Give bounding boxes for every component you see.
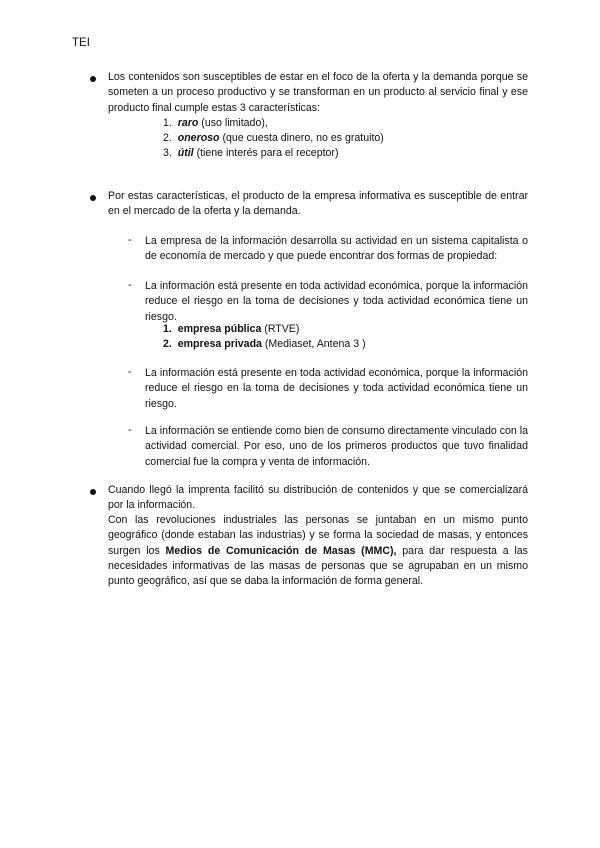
dash-paragraph: La información está presente en toda actividad económica, porque la información reduce el riesgo en la toma de decisiones y toda actividad económica tiene un riesgo.: [145, 367, 528, 410]
paragraph-text: para dar respuesta a las necesidades informativas de las masas de personas que se agrupaban en un mismo punto geográfico, así que se daba la información de forma general.: [108, 544, 528, 588]
list-item: [163, 131, 384, 146]
bullet-icon: [90, 195, 96, 201]
dash-icon: -: [128, 234, 132, 246]
item-number: 1.: [163, 117, 172, 129]
item-term: oneroso: [177, 132, 220, 144]
item-desc: (RTVE): [261, 323, 300, 335]
list-item: [163, 337, 366, 352]
dash-icon: -: [128, 366, 132, 378]
item-term: útil: [177, 147, 194, 159]
item-term: empresa pública: [177, 323, 262, 335]
dash-paragraph: La información se entiende como bien de consumo directamente vinculado con la actividad comercial. Por eso, uno de los primeros productos que tuvo finalidad comercial fue la compra y venta de información.: [145, 425, 528, 468]
dash-icon: -: [128, 424, 132, 436]
dash-paragraph: La información está presente en toda actividad económica, porque la información reduce el riesgo en la toma de decisiones y toda actividad económica tiene un riesgo.: [145, 280, 528, 323]
item-number: 2.: [163, 338, 172, 350]
dash-paragraph: La empresa de la información desarrolla su actividad en un sistema capitalista o de economía de mercado y que puede encontrar dos formas de propiedad:: [145, 235, 528, 263]
paragraph: Por estas características, el producto de la empresa informativa es susceptible de entrar en el mercado de la oferta y la demanda.: [108, 190, 528, 218]
item-number: 1.: [163, 323, 172, 335]
paragraph: Los contenidos son susceptibles de estar en el foco de la oferta y la demanda porque se someten a un proceso productivo y se transforman en un producto al servicio final y ese producto final cumple estas 3 características:: [108, 71, 528, 114]
paragraph-text: Con las revoluciones industriales las personas se juntaban en un mismo punto geográfico (donde estaban las industrias) y se forma la sociedad de masas, y entonces surgen los: [108, 514, 528, 557]
paragraph: [108, 513, 528, 589]
bullet-icon: [90, 76, 96, 82]
item-term: empresa privada: [177, 338, 262, 350]
item-desc: (que cuesta dinero, no es gratuito): [219, 132, 384, 144]
mmc-term: Medios de Comunicación de Masas (MMC),: [165, 544, 397, 557]
list-item: [163, 322, 299, 337]
item-desc: (uso limitado),: [198, 117, 268, 129]
item-term: raro: [177, 117, 199, 129]
list-item: [163, 146, 338, 161]
item-desc: (Mediaset, Antena 3 ): [261, 338, 366, 350]
paragraph: Cuando llegó la imprenta facilitó su distribución de contenidos y que se comercializará por la información.: [108, 484, 528, 512]
item-number: 3.: [163, 147, 172, 159]
page-header: TEI: [72, 37, 90, 49]
list-item: [163, 116, 268, 131]
item-number: 2.: [163, 132, 172, 144]
dash-icon: -: [128, 279, 132, 291]
item-desc: (tiene interés para el receptor): [193, 147, 339, 159]
bullet-icon: [90, 489, 96, 495]
